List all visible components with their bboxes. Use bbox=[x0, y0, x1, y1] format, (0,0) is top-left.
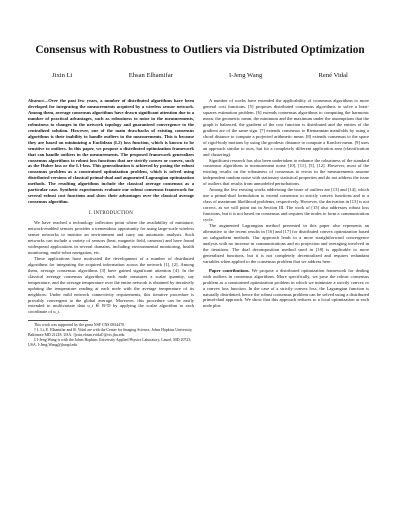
author-name: Ehsan Elhamifar bbox=[128, 72, 173, 79]
body-paragraph-augmented-lagrangian: The augmented Lagrangian method presented in this paper also represents an alternative to the recent results in [16] and [17] for distributed convex optimization based on subgradient methods. Our approach leads to a more straightforward convergence analysis with no increase in communications and no projection and averaging involved in the iterations. The dual decomposition method used in [18] is applicable to more generalized functions, but it is not completely decentralized and requires redundant variables when applied to the consensus problem that we address here. bbox=[203, 223, 369, 264]
footnote-funding: This work was supported by the grant NSF CNS 0834470. bbox=[34, 323, 125, 328]
right-column bbox=[203, 98, 369, 309]
body-paragraph-noise: Significant research has also been undertaken to enhance the robustness of the standard consensus algorithms to measurement noise [10], [11], [5], [12]. However, most of the existing results on the robustness of consensus to errors in the measurements assume independent random noise with stationary statistical properties and do not address the issue of outliers that results from unmodeled perturbations. bbox=[203, 157, 369, 187]
author-name: Jixin Li bbox=[52, 72, 73, 79]
intro-paragraph-2: These applications have motivated the development of a number of distributed algorithms for integrating the acquired information across the network [1], [2]. Among them, average consensus algorithms [3] have gained significant attention [4]. In the classical average consensus algorithm, each node measures a scalar quantity, say temperature, and the average temperature over the entire network is obtained by iteratively updating the temperature reading at each node with the average temperature of its neighbors. Under mild network connectivity requirements, this iterative procedure is provably convergent to the global average. Moreover, this procedure can be easily extended to multivariate data u_i ∈ R^D by applying the scalar algorithm to each coordinate of u_i. bbox=[28, 255, 194, 315]
footnote-affiliation-1: † J. Li, E. Elhamifar and R. Vidal are with the Center for Imaging Science, Johns Hopkins University, Baltimore MD 21218, USA. {jixin,ehsan,rvidal}@cis.jhu.edu. bbox=[28, 328, 193, 338]
intro-paragraph-1: We have reached a technology inflection point where the availability of miniature, network-enabled sensors provides a tremendous opportunity for using large-scale wireless sensor networks to monitor an environment and carry out automatic analysis. Such networks can include a variety of sensors (heat, magnetic field, cameras) and have found widespread applications in several domains, including environmental monitoring, health monitoring, multi-robot navigation, etc. bbox=[28, 220, 194, 255]
left-column bbox=[28, 98, 194, 348]
footnote-affiliation-2: ‡ I-Jeng Wang is with the Johns Hopkins University Applied Physics Laboratory, Laurel, MD 20723, USA. I-Jeng.Wang@jhuapl.edu bbox=[28, 338, 192, 347]
footnote-divider bbox=[28, 320, 88, 321]
contributions-text: We propose a distributed optimization framework for dealing with outliers in consensus algorithms. More specifically, we pose the robust consensus problem as a constrained optimization problem in which we minimize a strictly convex or a convex loss function. In the case of a strictly convex loss, the Lagrangian function is naturally distributed, hence the robust consensus problem can be solved using a distributed primal-dual approach. We show that this approach reduces to a local optimization at each node plus bbox=[203, 267, 369, 309]
contributions-label: Paper contributions. bbox=[209, 267, 250, 273]
author-name: René Vidal bbox=[318, 72, 348, 79]
abstract-label: Abstract bbox=[28, 98, 44, 103]
body-paragraph-related-work: A number of works have extended the applicability of consensus algorithms to more general cost functions. [5] proposes distributed consensus algorithms to solve a least-squares estimation problem. [6] extends consensus algorithms to computing the harmonic mean, the geometric mean, the minimum and the maximum under the assumptions that the graph is balanced, the gradient of the cost function is distributed and the entries of the gradient are of the same sign. [7] extends consensus to Riemannian manifolds by using a chord distance to compute a projected arithmetic mean. [8] extends consensus to the space of rigid-body motions by using the geodesic distance to compute a Karcher mean. [9] uses an approach similar to ours, but for a completely different application area (classification and clustering). bbox=[203, 98, 369, 157]
abstract-text: —Over the past few years, a number of distributed algorithms have been developed for integrating the measurements acquired by a wireless sensor network. Among them, average consensus algorithms have drawn significant attention due to a number of practical advantages, such as robustness to noise in the measurements, robustness to changes in the network topology and guaranteed convergence to the centralized solution. However, one of the main drawbacks of existing consensus algorithms is their inability to handle outliers in the measurements. This is because they are based on minimizing a Euclidean (L2) loss function, which is known to be sensitive to outliers. In this paper, we propose a distributed optimization framework that can handle outliers in the measurements. The proposed framework generalizes consensus algorithms to robust loss functions that are strictly convex or convex, such as the Huber loss or the L1-loss. This generalization is achieved by posing the robust consensus problem as a constrained optimization problem, which is solved using distributed versions of classical primal-dual and augmented Lagrangian optimization methods. The resulting algorithms include the classical average consensus as a particular case. Synthetic experiments evaluate our robust consensus framework for several robust cost functions and show their advantages over the classical average consensus algorithm. bbox=[28, 98, 194, 205]
contributions-paragraph bbox=[203, 268, 369, 310]
section-heading-introduction: I. INTRODUCTION bbox=[88, 211, 134, 217]
body-paragraph-outliers: Among the few existing works addressing the issue of outliers are [13] and [14], which use a primal-dual formulation to extend consensus to strictly convex functions and to a class of maximum likelihood problems, respectively. However, the derivation in [13] is not correct, as we will point out in Section III. The work of [15] also addresses robust loss functions, but it is not based on consensus and requires the nodes to form a communication cycle. bbox=[203, 187, 369, 223]
abstract bbox=[28, 98, 194, 205]
author-list bbox=[24, 72, 376, 79]
paper-title: Consensus with Robustness to Outliers via Distributed Optimization bbox=[35, 44, 365, 56]
author-name: I-Jeng Wang bbox=[229, 72, 263, 79]
